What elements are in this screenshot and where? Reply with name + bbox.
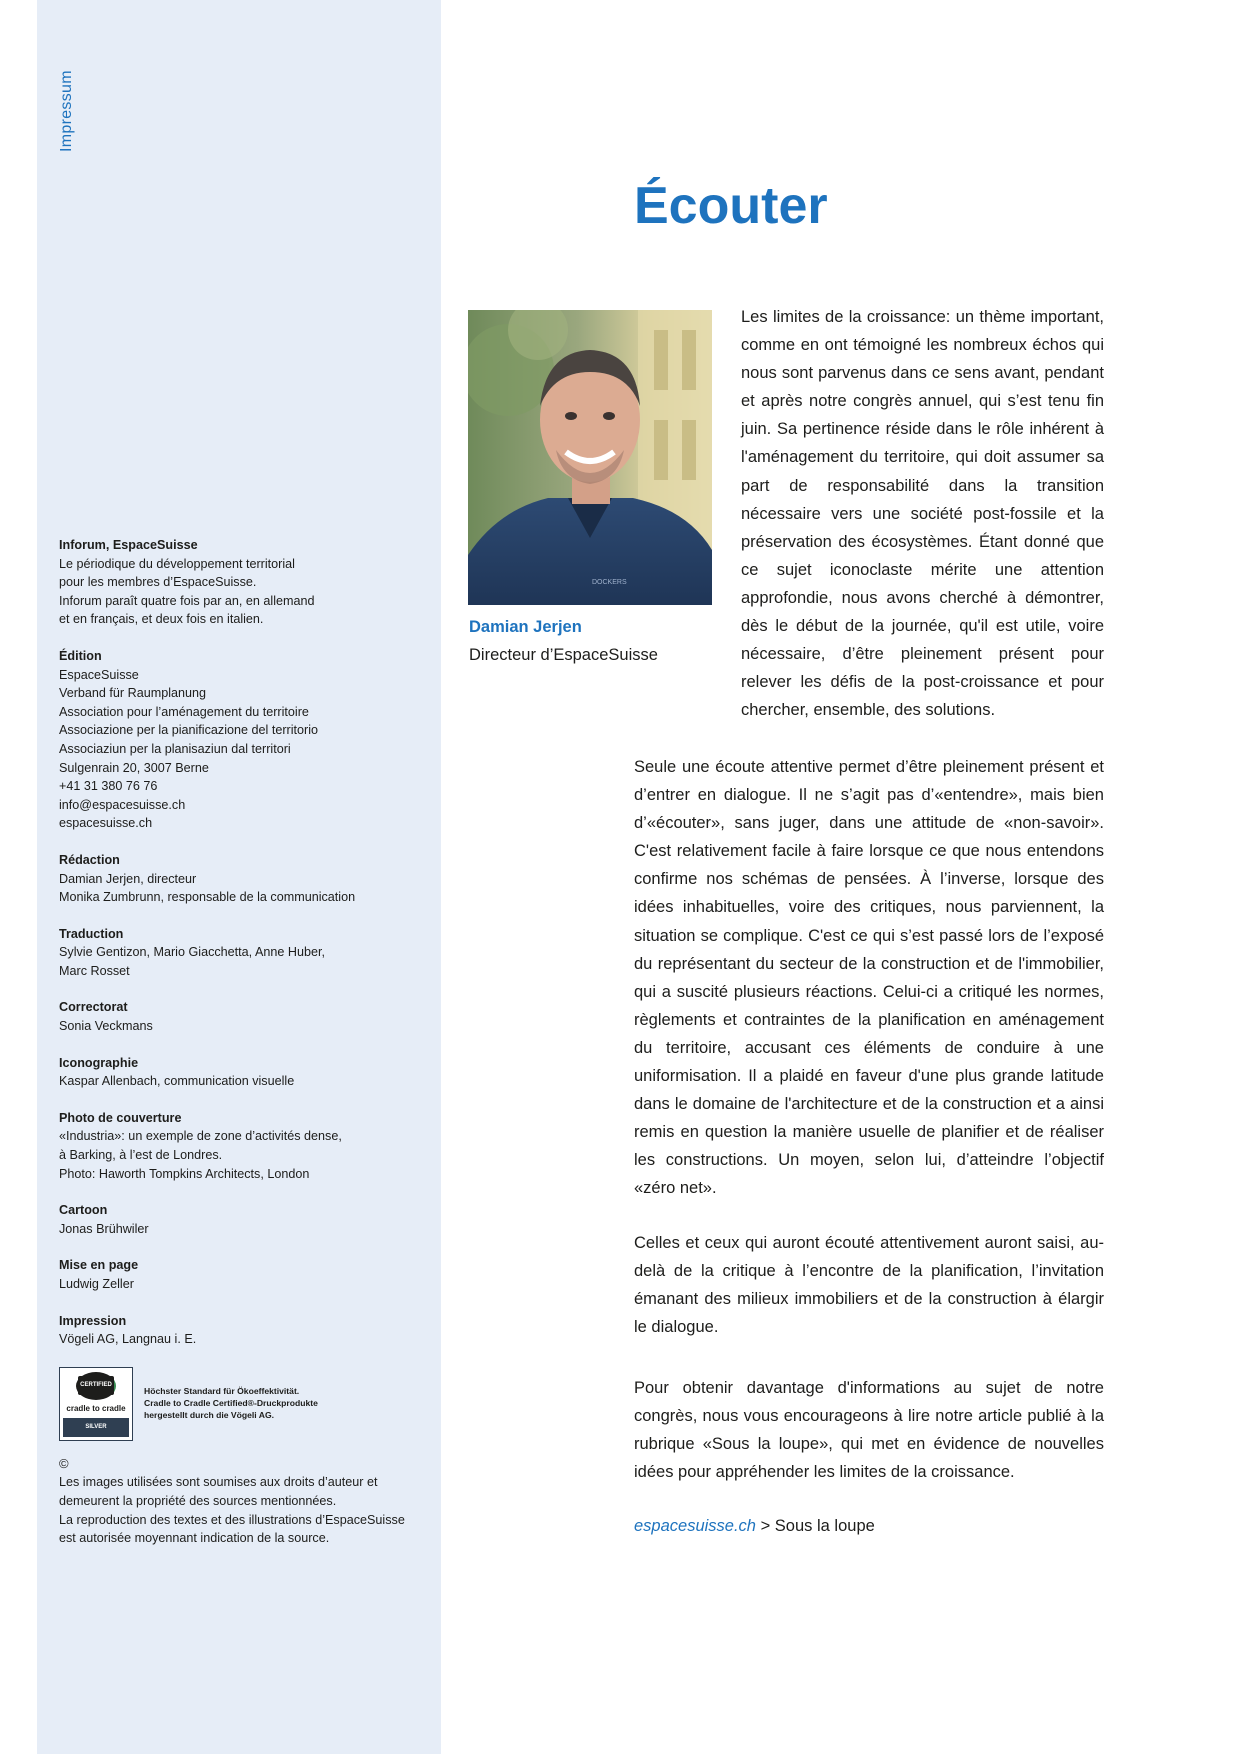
imprint-heading: Mise en page — [59, 1258, 139, 1273]
paragraph — [634, 1374, 1104, 1486]
copyright-line: Les images utilisées sont soumises aux droits d’auteur et — [59, 1475, 378, 1490]
imprint-intro — [59, 536, 429, 629]
certification-text — [144, 1386, 318, 1421]
imprint-line: Damian Jerjen, directeur — [59, 871, 197, 886]
imprint-line: Kaspar Allenbach, communication visuelle — [59, 1074, 295, 1089]
imprint-line: Le périodique du développement territorial — [59, 556, 295, 571]
imprint-heading: Édition — [59, 648, 102, 663]
c2c-badge: CERTIFIED — [78, 1376, 114, 1395]
imprint-heading: Traduction — [59, 926, 124, 941]
imprint-line: pour les membres d’EspaceSuisse. — [59, 575, 257, 590]
imprint-line: Monika Zumbrunn, responsable de la communication — [59, 890, 356, 905]
certification-line: Höchster Standard für Ökoeffektivität. — [144, 1386, 300, 1397]
page-title: Écouter — [634, 177, 828, 235]
imprint-line: à Barking, à l’est de Londres. — [59, 1148, 223, 1163]
author-caption — [469, 613, 658, 669]
imprint-line: Sylvie Gentizon, Mario Giacchetta, Anne Huber, — [59, 945, 326, 960]
imprint-line: Ludwig Zeller — [59, 1277, 134, 1291]
portrait-photo — [468, 310, 712, 605]
imprint-section — [59, 925, 429, 981]
imprint-sections — [59, 647, 429, 1349]
imprint-section — [59, 1256, 429, 1293]
cradle-to-cradle-logo — [59, 1367, 133, 1441]
imprint-line: info@espacesuisse.ch — [59, 797, 186, 812]
author-name: Damian Jerjen — [469, 618, 582, 636]
copyright-line: est autorisée moyennant indication de la source. — [59, 1531, 330, 1546]
certification-line: hergestellt durch die Vögeli AG. — [144, 1409, 275, 1420]
imprint-section — [59, 1312, 429, 1349]
imprint-line: Sonia Veckmans — [59, 1019, 153, 1034]
copyright-line: demeurent la propriété des sources mentionnées. — [59, 1493, 337, 1508]
imprint-section — [59, 998, 429, 1035]
imprint-line: «Industria»: un exemple de zone d’activités dense, — [59, 1129, 342, 1144]
paragraph-text: Les limites de la croissance: un thème important, comme en ont témoigné les nombreux échos qui nous sont parvenus dans ce sens avant, pendant et après notre congrès annuel, qui s’est tenu fin juin. Sa pertinence réside dans le rôle inhérent à l'aménagement du territoire, qui doit assumer sa part de responsabilité dans la transition nécessaire vers une société post-fossile et la préservation des écosystèmes. Étant donné que ce sujet iconoclaste mérite une attention approfondie, nous avons cherché à démontrer, dès le début de la journée, qu'il est utile, voire nécessaire, d’être pleinement présent pour relever les défis de la post-croissance et pour chercher, ensemble, des solutions. — [741, 308, 1104, 720]
copyright-symbol: © — [59, 1455, 69, 1471]
imprint-line: Sulgenrain 20, 3007 Berne — [59, 760, 209, 775]
link-section: > Sous la loupe — [756, 1517, 875, 1535]
imprint-heading: Inforum, EspaceSuisse — [59, 538, 198, 552]
imprint-section — [59, 851, 429, 907]
imprint-heading: Impression — [59, 1313, 127, 1328]
imprint-line: Inforum paraît quatre fois par an, en allemand — [59, 593, 315, 608]
copyright-line: La reproduction des textes et des illustrations d’EspaceSuisse — [59, 1512, 405, 1527]
paragraph — [634, 753, 1104, 1203]
imprint-line: Associazione per la pianificazione del territorio — [59, 723, 319, 738]
c2c-brand: cradle to cradle — [66, 1403, 126, 1413]
imprint-line: EspaceSuisse — [59, 667, 139, 682]
c2c-ring-icon — [76, 1372, 116, 1400]
imprint-line: Jonas Brühwiler — [59, 1221, 149, 1236]
imprint-heading: Rédaction — [59, 852, 120, 867]
imprint-section — [59, 1054, 429, 1091]
imprint-heading: Cartoon — [59, 1203, 108, 1218]
paragraph-text: Pour obtenir davantage d'informations au sujet de notre congrès, nous vous encourageons à lire notre article publié à la rubrique «Sous la loupe», qui met en évidence de nouvelles idées pour appréhender les limites de la croissance. — [634, 1379, 1104, 1482]
paragraph-text: Celles et ceux qui auront écouté attentivement auront saisi, au-delà de la critique à l’encontre de la planification, l’invitation émanant des milieux immobiliers et de la construction à élargir le dialogue. — [634, 1234, 1104, 1337]
imprint-section — [59, 647, 429, 833]
imprint-heading: Iconographie — [59, 1055, 139, 1070]
svg-text:DOCKERS: DOCKERS — [592, 579, 627, 586]
imprint-line: Associaziun per la planisaziun dal territori — [59, 741, 291, 756]
c2c-level: SILVER — [63, 1418, 129, 1437]
imprint-heading: Photo de couverture — [59, 1110, 182, 1125]
author-portrait — [468, 310, 712, 605]
imprint-line: Photo: Haworth Tompkins Architects, London — [59, 1166, 310, 1181]
imprint-heading: Correctorat — [59, 1000, 128, 1015]
paragraph — [741, 303, 1104, 724]
imprint-line: espacesuisse.ch — [59, 816, 153, 831]
more-info-link[interactable] — [634, 1512, 1104, 1540]
imprint-line: Association pour l’aménagement du territoire — [59, 704, 309, 719]
section-tab-label: Impressum — [58, 70, 75, 152]
imprint-line: et en français, et deux fois en italien. — [59, 612, 264, 627]
imprint-line: +41 31 380 76 76 — [59, 779, 158, 794]
certification-line: Cradle to Cradle Certified®-Druckprodukte — [144, 1397, 318, 1408]
imprint-line: Verband für Raumplanung — [59, 686, 207, 701]
certification — [59, 1367, 429, 1441]
imprint-section — [59, 1109, 429, 1183]
imprint-line: Marc Rosset — [59, 963, 130, 978]
copyright-notice — [59, 1455, 429, 1548]
imprint-block — [59, 536, 429, 1548]
paragraph — [634, 1229, 1104, 1341]
website-link[interactable]: espacesuisse.ch — [634, 1517, 756, 1535]
imprint-section — [59, 1201, 429, 1238]
imprint-line: Vögeli AG, Langnau i. E. — [59, 1332, 197, 1347]
paragraph-text: Seule une écoute attentive permet d’être pleinement présent et d’entrer en dialogue. Il ne s’agit pas d’«entendre», mais bien d’«écouter», sans juger, dans une attitude de «non-savoir». C'est relativement facile à faire lorsque ce que nous entendons confirme nos schémas de pensées. À l’inverse, lorsque des idées inhabituelles, voire des critiques, nous parviennent, la situation se complique. C'est ce qui s’est passé lors de l’exposé du représentant du secteur de la construction et de l'immobilier, qui a suscité plusieurs réactions. Celui-ci a critiqué les normes, règlements et contraintes de la planification en aménagement du territoire, accusant ces éléments de conduire à une uniformisation. Il a plaidé en faveur d'une plus grande latitude dans le domaine de l'architecture et de la construction et a ainsi remis en question la manière usuelle de planifier et de réaliser les constructions. Un moyen, selon lui, d’atteindre l’objectif «zéro net». — [634, 758, 1104, 1198]
author-role: Directeur d’EspaceSuisse — [469, 646, 658, 664]
